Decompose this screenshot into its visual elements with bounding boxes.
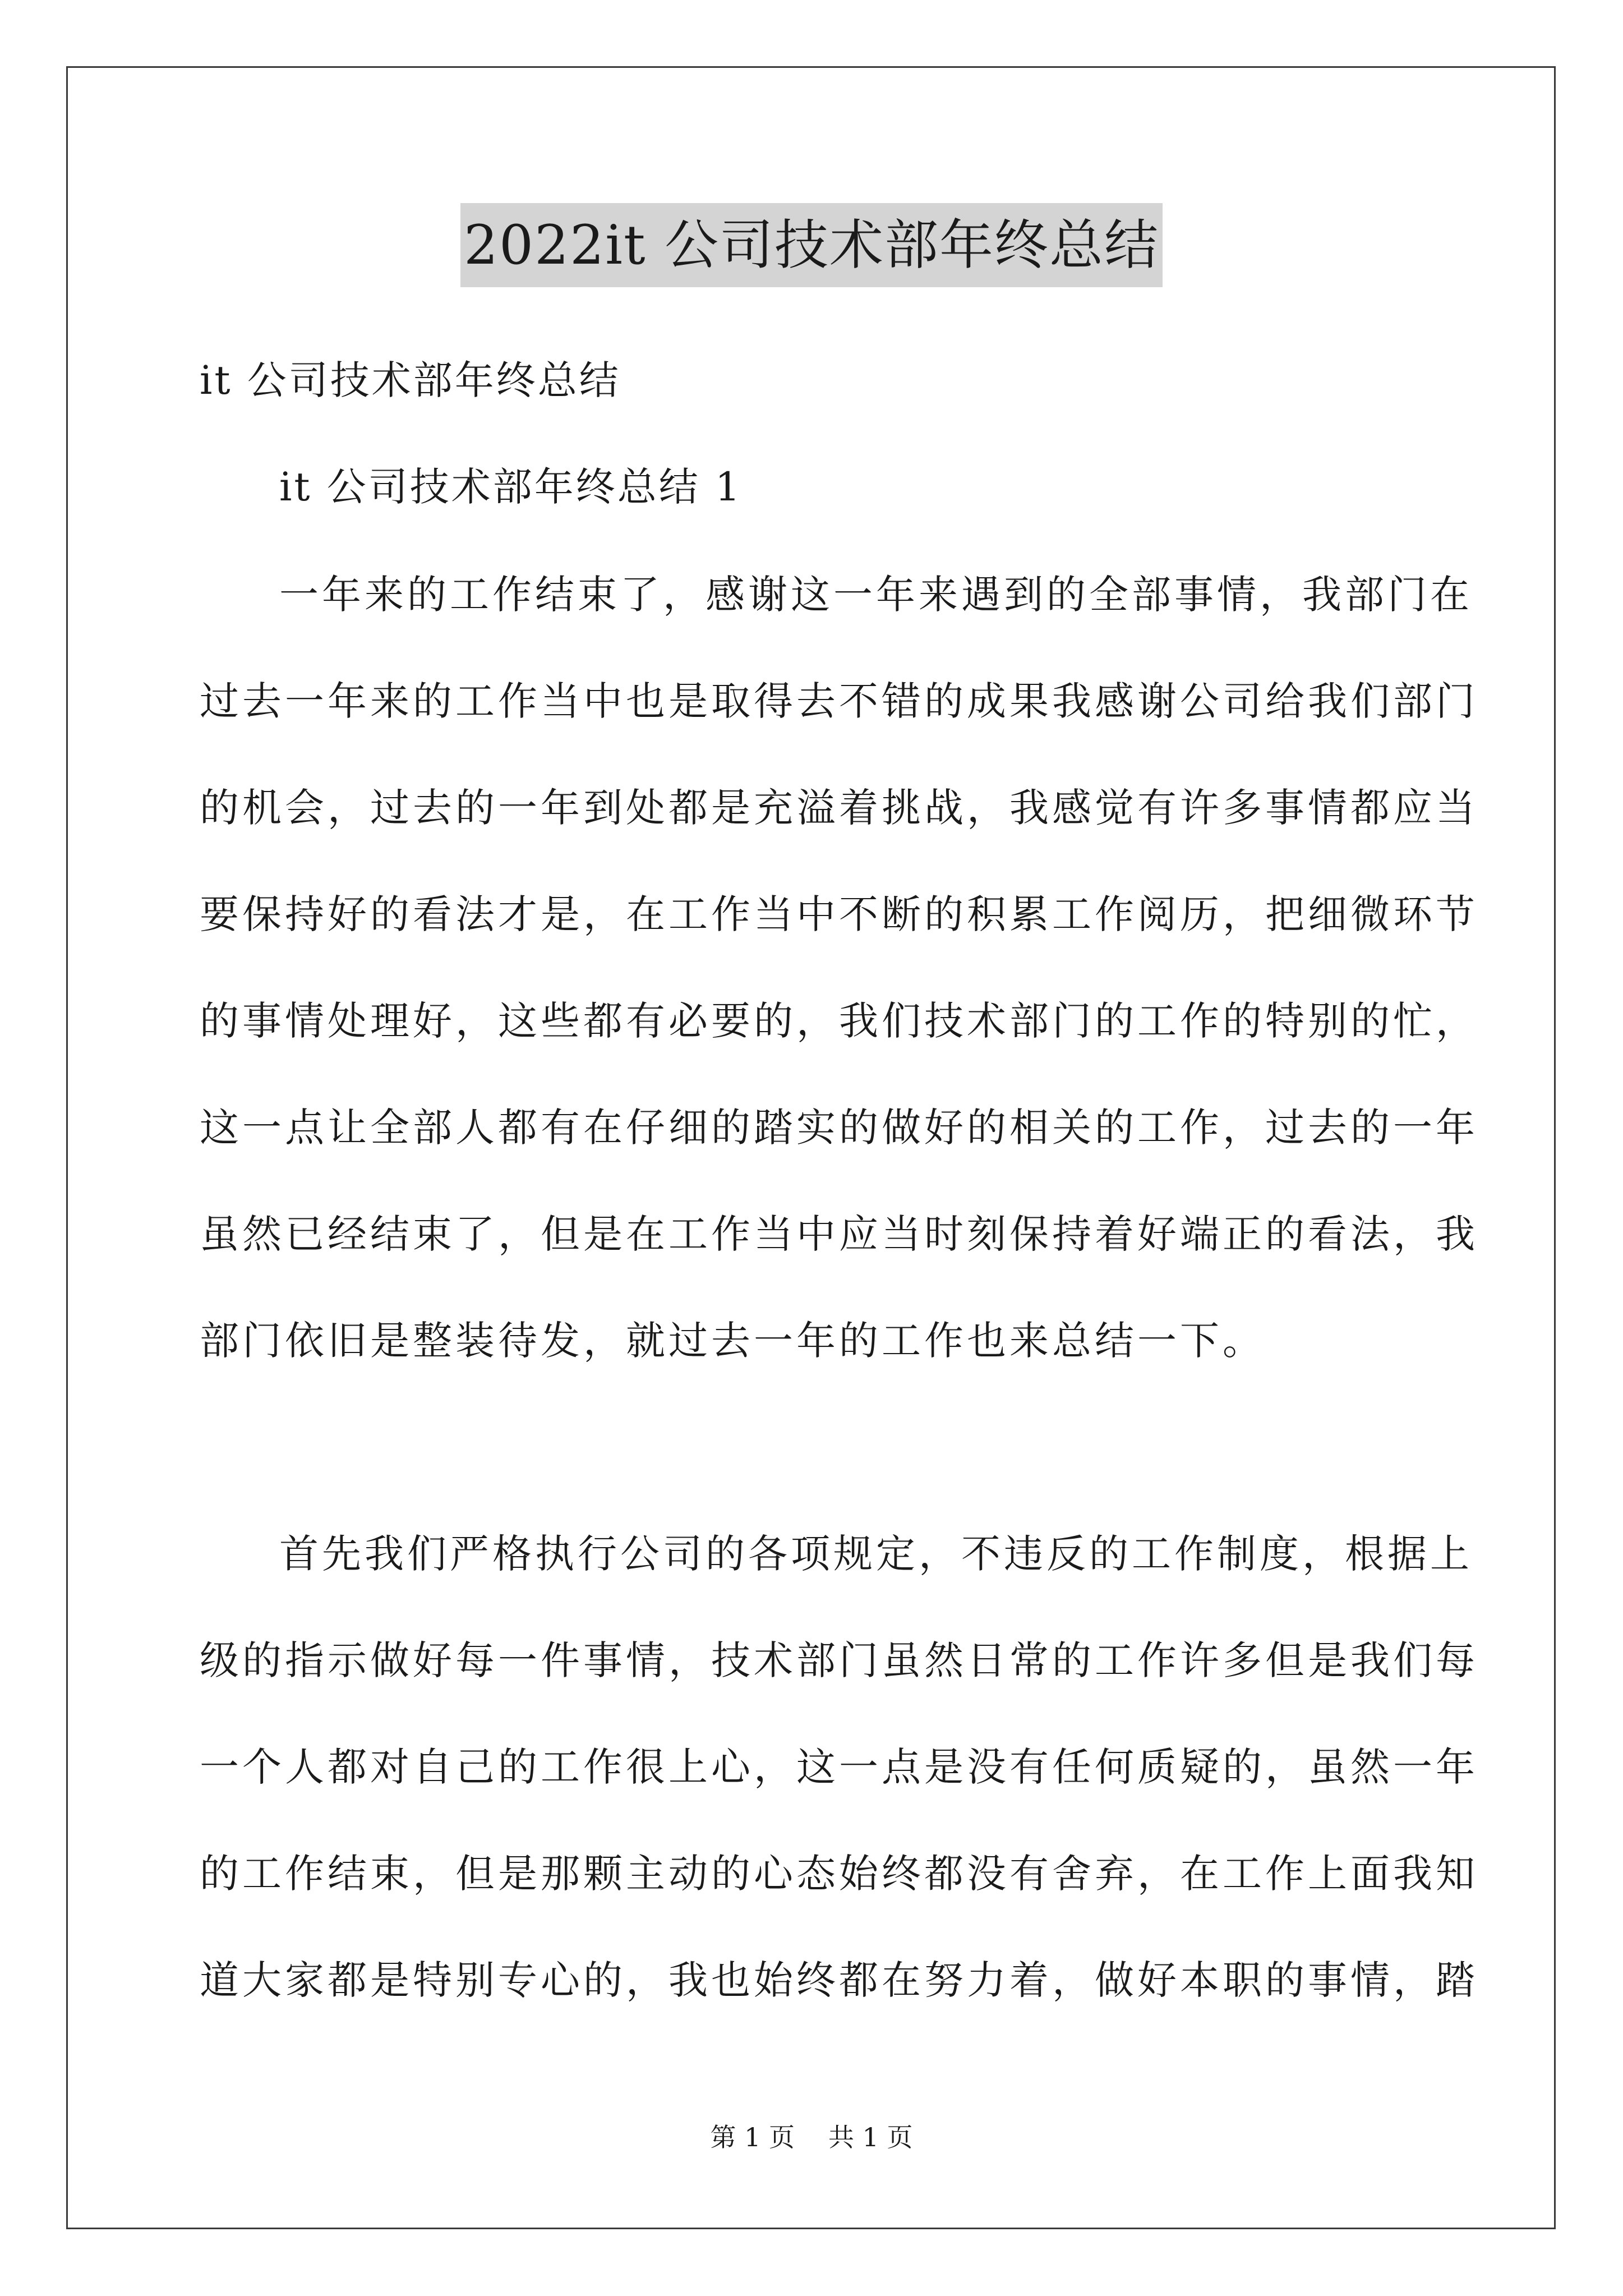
paragraph-1 bbox=[200, 567, 1478, 1419]
text-line: 的机会，过去的一年到处都是充溢着挑战，我感觉有许多事情都应当 bbox=[200, 785, 1478, 831]
text-line: 的工作结束，但是那颗主动的心态始终都没有舍弃，在工作上面我知 bbox=[200, 1851, 1478, 1897]
text-line: 虽然已经结束了，但是在工作当中应当时刻保持着好端正的看法，我 bbox=[200, 1211, 1478, 1257]
total-pages: 共 1 页 bbox=[828, 2122, 913, 2152]
text-line: 部门依旧是整装待发，就过去一年的工作也来总结一下。 bbox=[200, 1318, 1265, 1364]
current-page-number: 第 1 页 bbox=[710, 2122, 795, 2152]
text-line: 一个人都对自己的工作很上心，这一点是没有任何质疑的，虽然一年 bbox=[200, 1744, 1478, 1790]
title-container bbox=[0, 203, 1623, 287]
text-line: 要保持好的看法才是，在工作当中不断的积累工作阅历，把细微环节 bbox=[200, 891, 1478, 937]
text-line: 过去一年来的工作当中也是取得去不错的成果我感谢公司给我们部门 bbox=[200, 678, 1478, 724]
text-line: 这一点让全部人都有在仔细的踏实的做好的相关的工作，过去的一年 bbox=[200, 1105, 1478, 1151]
text-line: 一年来的工作结束了，感谢这一年来遇到的全部事情，我部门在 bbox=[279, 572, 1473, 618]
text-line: 首先我们严格执行公司的各项规定，不违反的工作制度，根据上 bbox=[279, 1531, 1473, 1577]
text-line: 的事情处理好，这些都有必要的，我们技术部门的工作的特别的忙， bbox=[200, 998, 1478, 1044]
document-title: 2022it 公司技术部年终总结 bbox=[460, 203, 1163, 287]
document-subtitle: it 公司技术部年终总结 bbox=[200, 357, 621, 403]
paragraph-2 bbox=[200, 1526, 1478, 2059]
text-line: 级的指示做好每一件事情，技术部门虽然日常的工作许多但是我们每 bbox=[200, 1637, 1478, 1683]
section-heading: it 公司技术部年终总结 1 bbox=[279, 464, 743, 510]
page-footer bbox=[0, 2120, 1623, 2154]
text-line: 道大家都是特别专心的，我也始终都在努力着，做好本职的事情，踏 bbox=[200, 1957, 1478, 2003]
